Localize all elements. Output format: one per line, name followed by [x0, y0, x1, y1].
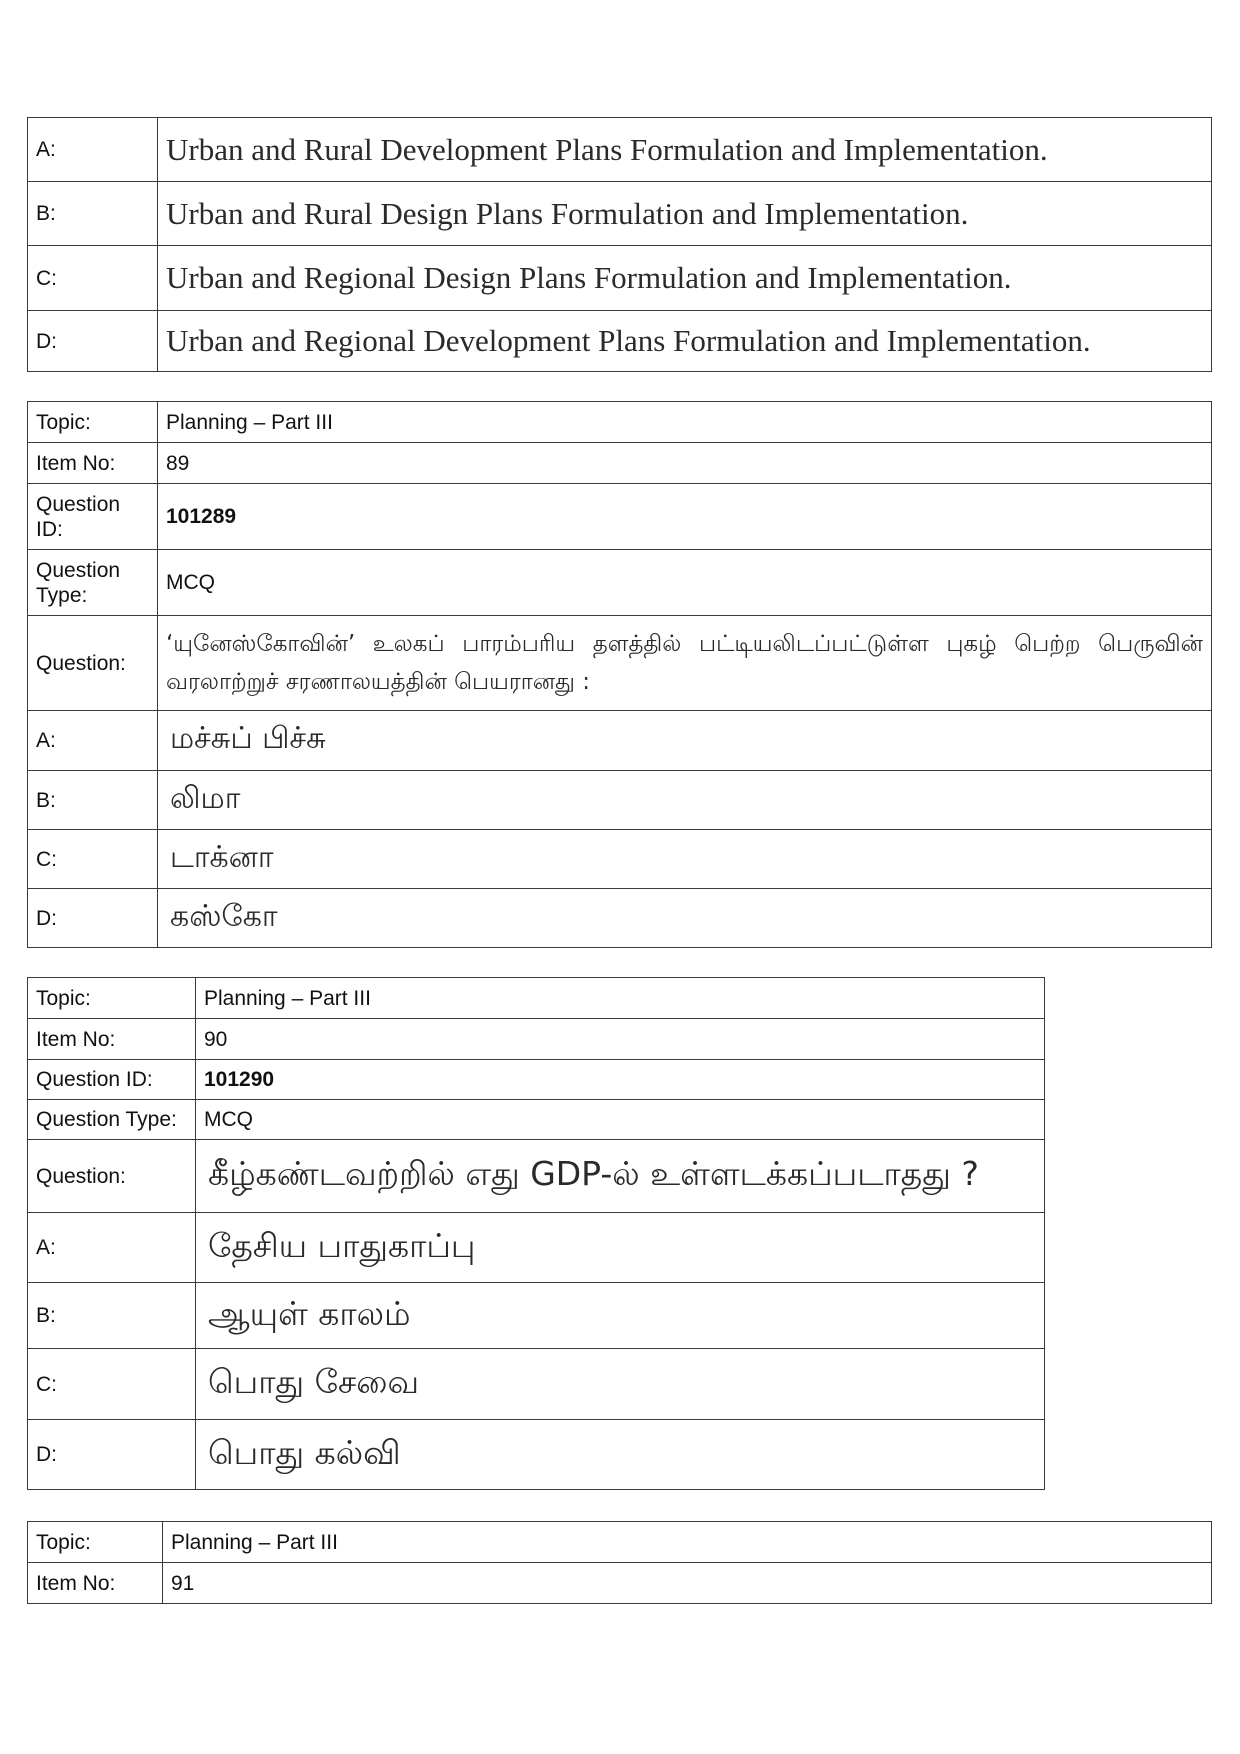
option-row: [28, 711, 1212, 771]
option-c-text: டாக்னா: [158, 830, 1212, 889]
option-row: [28, 246, 1212, 311]
topic-row: [28, 402, 1212, 443]
topic-label: Topic:: [28, 1522, 163, 1563]
option-a-text: தேசிய பாதுகாப்பு: [196, 1213, 1045, 1283]
option-row: [28, 118, 1212, 182]
option-d-label: D:: [28, 889, 158, 948]
option-d-text: கஸ்கோ: [158, 889, 1212, 948]
question-id-value: 101289: [158, 484, 1212, 550]
option-d-text: Urban and Regional Development Plans Formulation and Implementation.: [158, 311, 1212, 372]
question-text: ‘யுனேஸ்கோவின்’ உலகப் பாரம்பரிய தளத்தில் பட்டியலிடப்பட்டுள்ள புகழ் பெற்ற பெருவின் வரலாற்றுச் சரணாலயத்தின் பெயரானது :: [158, 616, 1212, 711]
question-text: கீழ்கண்டவற்றில் எது GDP-ல் உள்ளடக்கப்படாதது ?: [196, 1140, 1045, 1213]
option-c-label: C:: [28, 1349, 196, 1420]
previous-question-options-table: [27, 117, 1212, 372]
question-id-row: [28, 1060, 1045, 1100]
option-row: [28, 1213, 1045, 1283]
option-c-label: C:: [28, 246, 158, 311]
item-no-label: Item No:: [28, 443, 158, 484]
question-id-row: [28, 484, 1212, 550]
question-type-row: [28, 550, 1212, 616]
question-89-table: [27, 401, 1212, 948]
question-type-value: MCQ: [196, 1100, 1045, 1140]
option-row: [28, 830, 1212, 889]
question-type-label: Question Type:: [28, 1100, 196, 1140]
option-c-label: C:: [28, 830, 158, 889]
question-type-label: Question Type:: [28, 550, 158, 616]
option-row: [28, 1349, 1045, 1420]
option-b-text: ஆயுள் காலம்: [196, 1283, 1045, 1349]
option-row: [28, 311, 1212, 372]
question-type-value: MCQ: [158, 550, 1212, 616]
option-row: [28, 1283, 1045, 1349]
option-row: [28, 182, 1212, 246]
item-no-value: 91: [163, 1563, 1212, 1604]
option-a-label: A:: [28, 118, 158, 182]
item-no-row: [28, 1563, 1212, 1604]
option-d-label: D:: [28, 1420, 196, 1490]
option-row: [28, 1420, 1045, 1490]
option-row: [28, 889, 1212, 948]
item-no-row: [28, 1019, 1045, 1060]
option-b-label: B:: [28, 182, 158, 246]
topic-row: [28, 978, 1045, 1019]
topic-value: Planning – Part III: [158, 402, 1212, 443]
option-b-text: Urban and Rural Design Plans Formulation and Implementation.: [158, 182, 1212, 246]
topic-label: Topic:: [28, 978, 196, 1019]
question-id-label: Question ID:: [28, 484, 158, 550]
option-d-text: பொது கல்வி: [196, 1420, 1045, 1490]
item-no-label: Item No:: [28, 1019, 196, 1060]
option-a-text: Urban and Rural Development Plans Formulation and Implementation.: [158, 118, 1212, 182]
option-c-text: Urban and Regional Design Plans Formulation and Implementation.: [158, 246, 1212, 311]
topic-label: Topic:: [28, 402, 158, 443]
option-b-text: லிமா: [158, 771, 1212, 830]
question-91-table: [27, 1521, 1212, 1604]
item-no-label: Item No:: [28, 1563, 163, 1604]
question-type-row: [28, 1100, 1045, 1140]
item-no-row: [28, 443, 1212, 484]
topic-value: Planning – Part III: [196, 978, 1045, 1019]
question-label: Question:: [28, 1140, 196, 1213]
option-b-label: B:: [28, 1283, 196, 1349]
question-row: [28, 1140, 1045, 1213]
topic-row: [28, 1522, 1212, 1563]
item-no-value: 89: [158, 443, 1212, 484]
topic-value: Planning – Part III: [163, 1522, 1212, 1563]
option-a-text: மச்சுப் பிச்சு: [158, 711, 1212, 771]
question-label: Question:: [28, 616, 158, 711]
option-a-label: A:: [28, 711, 158, 771]
question-row: [28, 616, 1212, 711]
item-no-value: 90: [196, 1019, 1045, 1060]
option-a-label: A:: [28, 1213, 196, 1283]
question-id-label: Question ID:: [28, 1060, 196, 1100]
option-b-label: B:: [28, 771, 158, 830]
question-90-table: [27, 977, 1045, 1490]
option-c-text: பொது சேவை: [196, 1349, 1045, 1420]
option-row: [28, 771, 1212, 830]
option-d-label: D:: [28, 311, 158, 372]
question-id-value: 101290: [196, 1060, 1045, 1100]
